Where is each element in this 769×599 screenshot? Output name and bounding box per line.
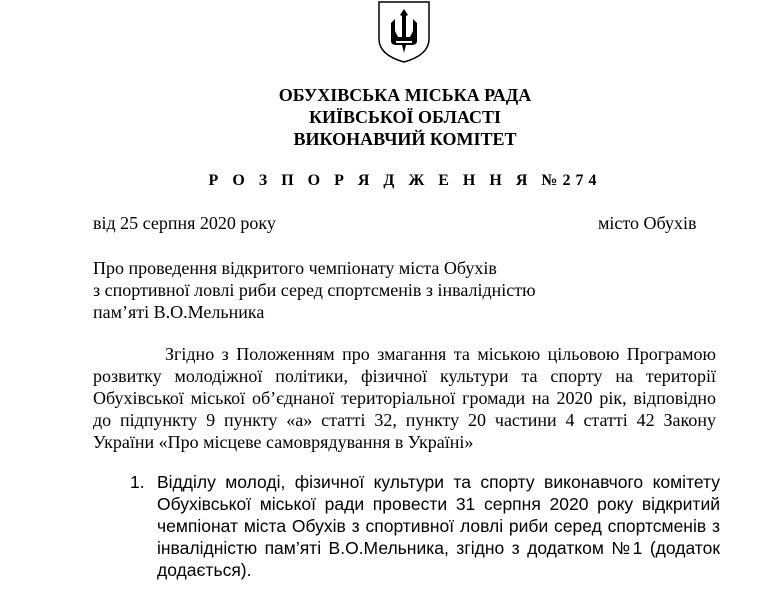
order-place: місто Обухів bbox=[598, 213, 697, 233]
list-item-number: 1. bbox=[130, 472, 145, 492]
preamble-paragraph bbox=[93, 343, 716, 453]
order-date: від 25 серпня 2020 року bbox=[93, 213, 276, 233]
order-title: Р О З П О Р Я Д Ж Е Н Н Я №274 bbox=[208, 172, 602, 189]
list-item-text: Відділу молоді, фізичної культури та спорту виконавчого комітету Обухівської міської ради провести 31 серпня 2020 року відкритий чемпіонат міста Обухів з спортивної ловлі риби серед спортсменів з інвалідністю пам’яті В.О.Мельника, згідно з додатком №1 (додаток додається). bbox=[157, 472, 720, 580]
region-name: КИЇВСЬКОЇ ОБЛАСТІ bbox=[308, 107, 502, 127]
preamble-text: Згідно з Положенням про змагання та міською цільовою Програмою розвитку молодіжної політики, фізичної культури та спорту на території Обухівської міської об’єднаної територіальної громади на 2020 рік, відповідно до підпункту 9 пункту «а» статті 32, пункту 20 частини 4 статті 42 Закону України «Про місцеве самоврядування в Україні» bbox=[93, 344, 716, 452]
council-name: ОБУХІВСЬКА МІСЬКА РАДА bbox=[278, 85, 532, 105]
subject-line: пам’яті В.О.Мельника bbox=[93, 302, 265, 322]
committee-name: ВИКОНАВЧИЙ КОМІТЕТ bbox=[293, 129, 517, 149]
subject-line: з спортивної ловлі риби серед спортсменів з інвалідністю bbox=[93, 280, 536, 300]
list-item bbox=[130, 471, 720, 581]
subject-line: Про проведення відкритого чемпіонату міста Обухів bbox=[93, 258, 497, 278]
coat-of-arms-icon bbox=[377, 1, 431, 63]
